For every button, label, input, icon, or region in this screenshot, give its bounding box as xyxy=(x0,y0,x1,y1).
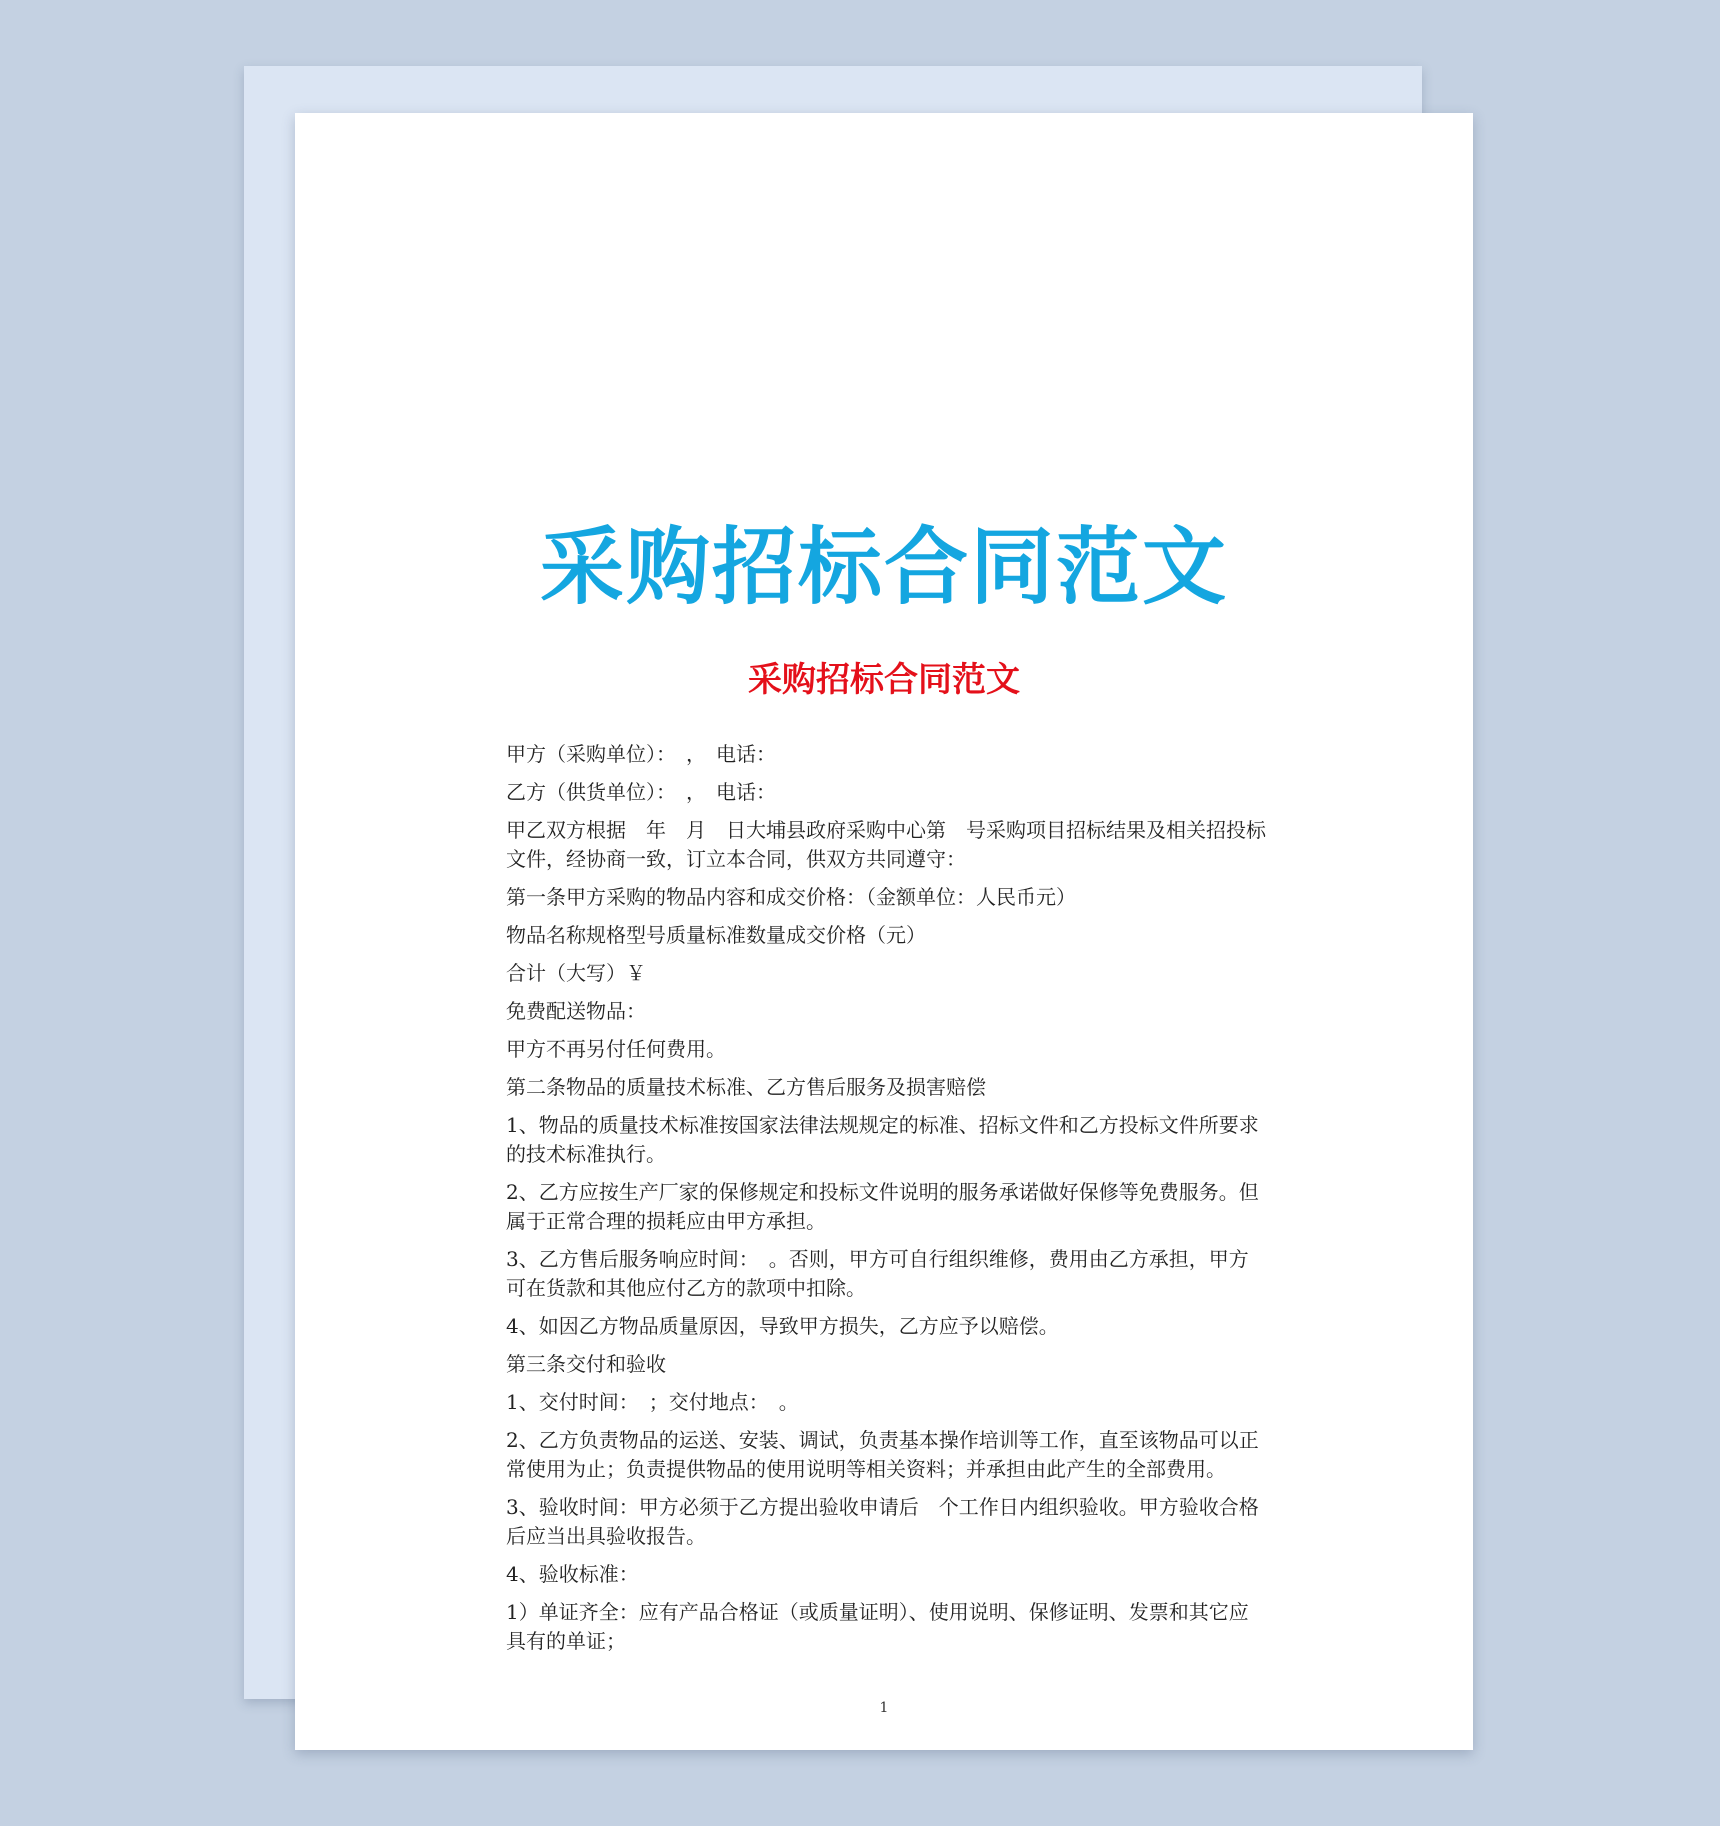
paragraph: 第三条交付和验收 xyxy=(506,1352,666,1376)
paragraph: 物品名称规格型号质量标准数量成交价格（元） xyxy=(506,923,926,947)
document-title: 采购招标合同范文 xyxy=(748,660,1020,700)
paragraph: 甲乙双方根据 年 月 日大埔县政府采购中心第 号采购项目招标结果及相关招投标文件，经协商一致，订立本合同，供双方共同遵守： xyxy=(506,818,1266,871)
paragraph: 免费配送物品： xyxy=(506,999,646,1023)
paragraph: 1、物品的质量技术标准按国家法律法规规定的标准、招标文件和乙方投标文件所要求的技术标准执行。 xyxy=(506,1113,1259,1166)
document-body xyxy=(506,740,1266,1665)
paragraph: 甲方（采购单位）： ， 电话： xyxy=(506,742,776,766)
paragraph: 2、乙方应按生产厂家的保修规定和投标文件说明的服务承诺做好保修等免费服务。但属于正常合理的损耗应由甲方承担。 xyxy=(506,1180,1259,1233)
page-number: 1 xyxy=(879,1700,889,1716)
paragraph: 2、乙方负责物品的运送、安装、调试，负责基本操作培训等工作，直至该物品可以正常使用为止；负责提供物品的使用说明等相关资料；并承担由此产生的全部费用。 xyxy=(506,1428,1259,1481)
cover-title: 采购招标合同范文 xyxy=(539,518,1228,616)
paragraph: 4、如因乙方物品质量原因，导致甲方损失，乙方应予以赔偿。 xyxy=(506,1314,1059,1338)
paragraph: 第一条甲方采购的物品内容和成交价格：（金额单位：人民币元） xyxy=(506,885,1076,909)
paragraph: 4、验收标准： xyxy=(506,1562,639,1586)
paragraph: 1、交付时间： ；交付地点： 。 xyxy=(506,1390,799,1414)
paragraph: 3、乙方售后服务响应时间： 。否则，甲方可自行组织维修，费用由乙方承担，甲方可在货款和其他应付乙方的款项中扣除。 xyxy=(506,1247,1249,1300)
paragraph: 甲方不再另付任何费用。 xyxy=(506,1037,726,1061)
paragraph: 1）单证齐全：应有产品合格证（或质量证明）、使用说明、保修证明、发票和其它应具有的单证； xyxy=(506,1600,1249,1653)
paragraph: 第二条物品的质量技术标准、乙方售后服务及损害赔偿 xyxy=(506,1075,986,1099)
paragraph: 合计（大写）￥ xyxy=(506,961,646,985)
document-page xyxy=(295,113,1473,1750)
paragraph: 乙方（供货单位）： ， 电话： xyxy=(506,780,776,804)
paragraph: 3、验收时间：甲方必须于乙方提出验收申请后 个工作日内组织验收。甲方验收合格后应当出具验收报告。 xyxy=(506,1495,1259,1548)
